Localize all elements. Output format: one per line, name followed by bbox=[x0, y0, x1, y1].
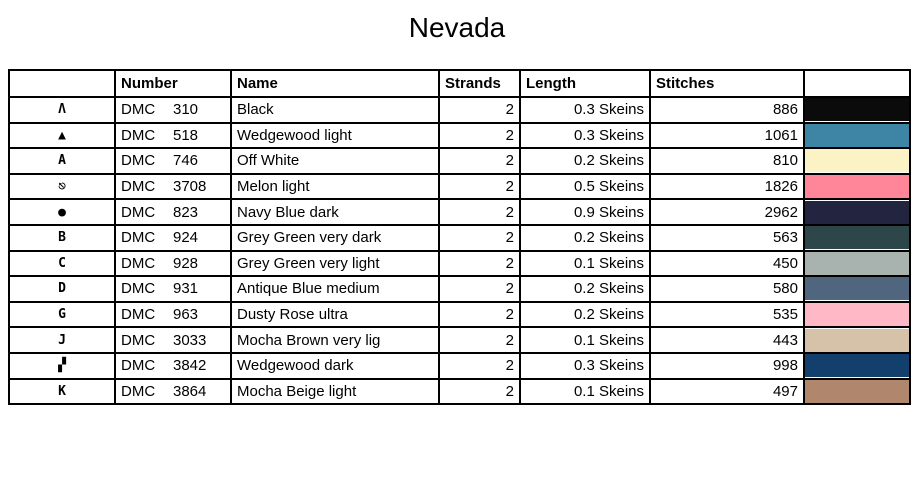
color-swatch bbox=[805, 201, 909, 224]
color-swatch-cell bbox=[804, 123, 910, 149]
table-row bbox=[9, 353, 910, 379]
stitch-symbol: ▲ bbox=[9, 123, 115, 149]
thread-brand: DMC bbox=[121, 229, 156, 247]
thread-name: Antique Blue medium bbox=[231, 276, 439, 302]
strands-value: 2 bbox=[439, 379, 520, 405]
thread-brand: DMC bbox=[121, 306, 156, 324]
thread-brand: DMC bbox=[121, 203, 156, 221]
strands-value: 2 bbox=[439, 97, 520, 123]
length-column-header: Length bbox=[520, 70, 650, 97]
thread-code: 518 bbox=[173, 126, 199, 144]
thread-code: 928 bbox=[173, 254, 199, 272]
table-row bbox=[9, 379, 910, 405]
thread-code: 310 bbox=[173, 101, 199, 119]
stitch-symbol: C bbox=[9, 251, 115, 277]
color-swatch-cell bbox=[804, 225, 910, 251]
stitch-symbol: ● bbox=[9, 199, 115, 225]
stitches-value: 2962 bbox=[650, 199, 804, 225]
thread-code: 746 bbox=[173, 152, 199, 170]
table-row bbox=[9, 123, 910, 149]
color-swatch bbox=[805, 252, 909, 275]
thread-brand: DMC bbox=[121, 382, 156, 400]
table-row bbox=[9, 148, 910, 174]
length-value: 0.2 Skeins bbox=[520, 276, 650, 302]
stitches-value: 1061 bbox=[650, 123, 804, 149]
number-column-header: Number bbox=[115, 70, 231, 97]
color-swatch bbox=[805, 354, 909, 377]
color-swatch bbox=[805, 277, 909, 300]
color-swatch bbox=[805, 329, 909, 352]
length-value: 0.1 Skeins bbox=[520, 251, 650, 277]
thread-code: 3708 bbox=[173, 178, 207, 196]
stitches-value: 563 bbox=[650, 225, 804, 251]
thread-code: 823 bbox=[173, 203, 199, 221]
color-swatch-cell bbox=[804, 148, 910, 174]
color-swatch-cell bbox=[804, 199, 910, 225]
stitches-value: 450 bbox=[650, 251, 804, 277]
stitch-symbol: A bbox=[9, 148, 115, 174]
thread-number bbox=[115, 174, 231, 200]
length-value: 0.3 Skeins bbox=[520, 97, 650, 123]
table-row bbox=[9, 199, 910, 225]
thread-number bbox=[115, 327, 231, 353]
color-swatch-cell bbox=[804, 353, 910, 379]
table-header-row bbox=[9, 70, 910, 97]
thread-name: Mocha Beige light bbox=[231, 379, 439, 405]
thread-name: Wedgewood light bbox=[231, 123, 439, 149]
thread-name: Off White bbox=[231, 148, 439, 174]
color-swatch-cell bbox=[804, 251, 910, 277]
table-row bbox=[9, 327, 910, 353]
table-row bbox=[9, 251, 910, 277]
length-value: 0.3 Skeins bbox=[520, 123, 650, 149]
thread-number bbox=[115, 199, 231, 225]
thread-brand: DMC bbox=[121, 101, 156, 119]
color-swatch-cell bbox=[804, 97, 910, 123]
thread-brand: DMC bbox=[121, 126, 156, 144]
strands-value: 2 bbox=[439, 199, 520, 225]
stitches-value: 886 bbox=[650, 97, 804, 123]
stitches-column-header: Stitches bbox=[650, 70, 804, 97]
thread-name: Navy Blue dark bbox=[231, 199, 439, 225]
thread-number bbox=[115, 251, 231, 277]
symbol-column-header bbox=[9, 70, 115, 97]
thread-brand: DMC bbox=[121, 280, 156, 298]
length-value: 0.2 Skeins bbox=[520, 302, 650, 328]
color-swatch bbox=[805, 175, 909, 198]
color-swatch-cell bbox=[804, 174, 910, 200]
thread-brand: DMC bbox=[121, 178, 156, 196]
thread-number bbox=[115, 276, 231, 302]
page-title: Nevada bbox=[408, 12, 506, 43]
thread-name: Black bbox=[231, 97, 439, 123]
stitch-symbol: D bbox=[9, 276, 115, 302]
color-swatch-cell bbox=[804, 379, 910, 405]
table-row bbox=[9, 225, 910, 251]
thread-code: 931 bbox=[173, 280, 199, 298]
length-value: 0.9 Skeins bbox=[520, 199, 650, 225]
thread-code: 3033 bbox=[173, 331, 207, 349]
stitches-value: 535 bbox=[650, 302, 804, 328]
length-value: 0.2 Skeins bbox=[520, 225, 650, 251]
strands-column-header: Strands bbox=[439, 70, 520, 97]
thread-number bbox=[115, 123, 231, 149]
table-row bbox=[9, 97, 910, 123]
color-swatch bbox=[805, 124, 909, 147]
thread-number bbox=[115, 353, 231, 379]
thread-number bbox=[115, 97, 231, 123]
color-swatch-cell bbox=[804, 276, 910, 302]
strands-value: 2 bbox=[439, 174, 520, 200]
color-swatch-cell bbox=[804, 302, 910, 328]
length-value: 0.5 Skeins bbox=[520, 174, 650, 200]
strands-value: 2 bbox=[439, 251, 520, 277]
stitch-symbol: K bbox=[9, 379, 115, 405]
length-value: 0.1 Skeins bbox=[520, 327, 650, 353]
thread-name: Melon light bbox=[231, 174, 439, 200]
color-swatch bbox=[805, 226, 909, 249]
thread-code: 3864 bbox=[173, 382, 207, 400]
color-swatch bbox=[805, 380, 909, 403]
stitches-value: 497 bbox=[650, 379, 804, 405]
length-value: 0.1 Skeins bbox=[520, 379, 650, 405]
table-row bbox=[9, 302, 910, 328]
stitches-value: 810 bbox=[650, 148, 804, 174]
stitches-value: 443 bbox=[650, 327, 804, 353]
stitch-symbol: B bbox=[9, 225, 115, 251]
thread-code: 924 bbox=[173, 229, 199, 247]
color-swatch bbox=[805, 303, 909, 326]
stitches-value: 1826 bbox=[650, 174, 804, 200]
length-value: 0.3 Skeins bbox=[520, 353, 650, 379]
table-row bbox=[9, 276, 910, 302]
thread-name: Grey Green very light bbox=[231, 251, 439, 277]
stitches-value: 580 bbox=[650, 276, 804, 302]
color-column-header bbox=[804, 70, 910, 97]
thread-brand: DMC bbox=[121, 357, 156, 375]
name-column-header: Name bbox=[231, 70, 439, 97]
thread-name: Dusty Rose ultra bbox=[231, 302, 439, 328]
stitch-symbol: ⎋ bbox=[9, 174, 115, 200]
thread-brand: DMC bbox=[121, 152, 156, 170]
thread-code: 963 bbox=[173, 306, 199, 324]
thread-name: Mocha Brown very lig bbox=[231, 327, 439, 353]
thread-number bbox=[115, 379, 231, 405]
thread-name: Wedgewood dark bbox=[231, 353, 439, 379]
strands-value: 2 bbox=[439, 327, 520, 353]
stitch-symbol: G bbox=[9, 302, 115, 328]
strands-value: 2 bbox=[439, 123, 520, 149]
color-swatch bbox=[805, 149, 909, 172]
thread-legend-table bbox=[8, 69, 911, 405]
table-row bbox=[9, 174, 910, 200]
thread-number bbox=[115, 302, 231, 328]
thread-number bbox=[115, 225, 231, 251]
thread-brand: DMC bbox=[121, 254, 156, 272]
stitches-value: 998 bbox=[650, 353, 804, 379]
length-value: 0.2 Skeins bbox=[520, 148, 650, 174]
strands-value: 2 bbox=[439, 276, 520, 302]
strands-value: 2 bbox=[439, 302, 520, 328]
stitch-symbol: Λ bbox=[9, 97, 115, 123]
color-swatch bbox=[805, 98, 909, 121]
strands-value: 2 bbox=[439, 225, 520, 251]
stitch-symbol: J bbox=[9, 327, 115, 353]
thread-number bbox=[115, 148, 231, 174]
strands-value: 2 bbox=[439, 353, 520, 379]
thread-brand: DMC bbox=[121, 331, 156, 349]
strands-value: 2 bbox=[439, 148, 520, 174]
stitch-symbol: ▞ bbox=[9, 353, 115, 379]
color-swatch-cell bbox=[804, 327, 910, 353]
thread-name: Grey Green very dark bbox=[231, 225, 439, 251]
thread-code: 3842 bbox=[173, 357, 207, 375]
